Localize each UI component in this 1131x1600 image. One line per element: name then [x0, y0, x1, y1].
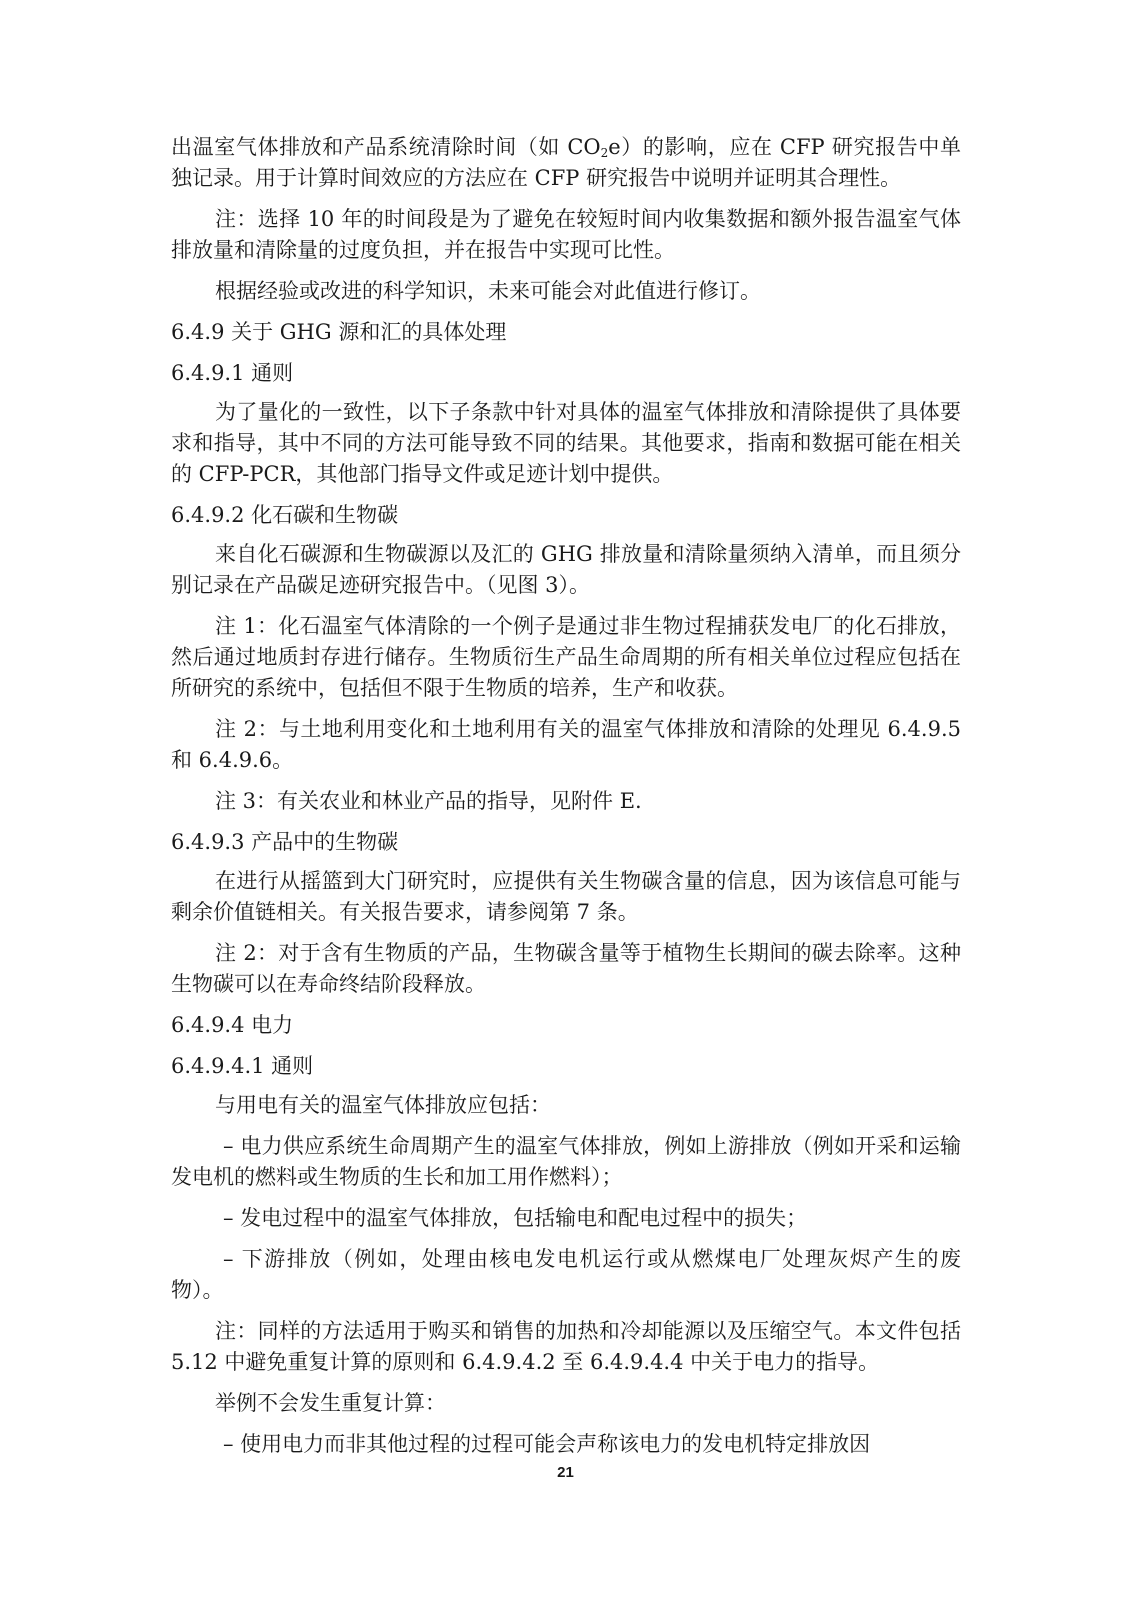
paragraph-revision: 根据经验或改进的科学知识，未来可能会对此值进行修订。 [215, 279, 761, 303]
heading-6-4-9-2: 6.4.9.2 化石碳和生物碳 [171, 503, 399, 527]
heading-6-4-9-1: 6.4.9.1 通则 [171, 361, 294, 385]
note-1-fossil-removal: 注 1：化石温室气体清除的一个例子是通过非生物过程捕获发电厂的化石排放，然后通过地质封存进行储存。生物质衍生产品生命周期的所有相关单位过程应包括在所研究的系统中，包括但不限于生物质的培养，生产和收获。 [171, 614, 961, 700]
heading-6-4-9: 6.4.9 关于 GHG 源和汇的具体处理 [171, 320, 507, 344]
paragraph-6-4-9-3: 在进行从摇篮到大门研究时，应提供有关生物碳含量的信息，因为该信息可能与剩余价值链相关。有关报告要求，请参阅第 7 条。 [171, 869, 961, 924]
paragraph-example: 举例不会发生重复计算： [215, 1391, 446, 1415]
paragraph-6-4-9-1: 为了量化的一致性，以下子条款中针对具体的温室气体排放和清除提供了具体要求和指导，其中不同的方法可能导致不同的结果。其他要求，指南和数据可能在相关的 CFP-PCR，其他部门指导文件或足迹计划中提供。 [171, 400, 961, 486]
note-3-agriculture: 注 3：有关农业和林业产品的指导，见附件 E. [215, 789, 642, 813]
note-2-land-use: 注 2：与土地利用变化和土地利用有关的温室气体排放和清除的处理见 6.4.9.5 和 6.4.9.6。 [171, 717, 961, 772]
list-item-downstream: – 下游排放（例如，处理由核电发电机运行或从燃煤电厂处理灰烬产生的废物）。 [171, 1247, 961, 1302]
paragraph-time-effect: 出温室气体排放和产品系统清除时间（如 $CO_2e$）的影响，应在 CFP 研究报告中单独记录。用于计算时间效应的方法应在 CFP 研究报告中说明并证明其合理性。 [171, 135, 961, 190]
note-ten-year-period: 注：选择 10 年的时间段是为了避免在较短时间内收集数据和额外报告温室气体排放量和清除量的过度负担，并在报告中实现可比性。 [171, 207, 961, 262]
list-item-supply-system: – 电力供应系统生命周期产生的温室气体排放，例如上游排放（例如开采和运输发电机的燃料或生物质的生长和加工用作燃料）； [171, 1134, 961, 1189]
page-number: 21 [557, 1464, 574, 1481]
note-2-biogenic-content: 注 2：对于含有生物质的产品，生物碳含量等于植物生长期间的碳去除率。这种生物碳可以在寿命终结阶段释放。 [171, 941, 961, 996]
subscript-2: 2 [600, 146, 609, 160]
paragraph-6-4-9-4-1: 与用电有关的温室气体排放应包括： [215, 1093, 551, 1117]
paragraph-6-4-9-2: 来自化石碳源和生物碳源以及汇的 GHG 排放量和清除量须纳入清单，而且须分别记录在产品碳足迹研究报告中。（见图 3）。 [171, 542, 961, 597]
list-item-specific-factor: – 使用电力而非其他过程的过程可能会声称该电力的发电机特定排放因 [223, 1432, 871, 1456]
heading-6-4-9-4: 6.4.9.4 电力 [171, 1013, 294, 1037]
page-body [171, 132, 961, 1460]
list-item-generation: – 发电过程中的温室气体排放，包括输电和配电过程中的损失； [223, 1206, 808, 1230]
heading-6-4-9-4-1: 6.4.9.4.1 通则 [171, 1054, 314, 1078]
heading-6-4-9-3: 6.4.9.3 产品中的生物碳 [171, 830, 399, 854]
note-heating-cooling: 注：同样的方法适用于购买和销售的加热和冷却能源以及压缩空气。本文件包括 5.12 中避免重复计算的原则和 6.4.9.4.2 至 6.4.9.4.4 中关于电力的指导。 [171, 1319, 961, 1374]
